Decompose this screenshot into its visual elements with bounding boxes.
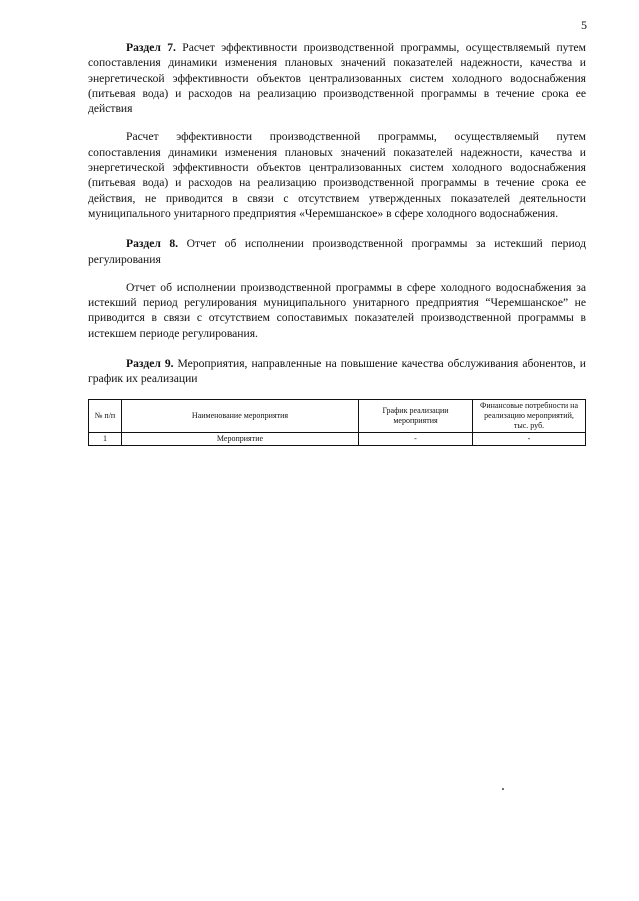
cell-schedule: - — [359, 432, 473, 445]
section-7-paragraph: Расчет эффективности производственной программы, осуществляемый путем сопоставления динамики изменения плановых значений показателей надежности, качества и энергетической эффективности объектов централизованных систем холодного водоснабжения (питьевая вода) и расходов на реализацию производственной программы в течение срока ее действия, не приводится в связи с отсутствием утвержденных показателей деятельности муниципального унитарного предприятия «Черемшанское» в сфере холодного водоснабжения. — [88, 130, 586, 220]
section-7-heading — [88, 40, 586, 116]
section-9-label: Раздел 9. — [126, 357, 174, 371]
header-finance: Финансовые потребности на реализацию мероприятий, тыс. руб. — [473, 399, 586, 432]
section-8-label: Раздел 8. — [126, 237, 179, 251]
table-row — [89, 432, 586, 445]
page-number: 5 — [581, 18, 587, 32]
events-table — [88, 399, 586, 446]
cell-finance: - — [473, 432, 586, 445]
header-num: № п/п — [89, 399, 122, 432]
scan-speck — [502, 788, 504, 790]
section-7-label: Раздел 7. — [126, 41, 176, 54]
header-name: Наименование мероприятия — [122, 399, 359, 432]
cell-num: 1 — [89, 432, 122, 445]
section-8-paragraph: Отчет об исполнении производственной программы в сфере холодного водоснабжения за истекший период регулирования муниципального унитарного предприятия “Черемшанское” не приводится в связи с отсутствием сопоставимых показателей производственной программы в истекшем периоде регулирования. — [88, 280, 586, 340]
cell-name: Мероприятие — [122, 432, 359, 445]
header-schedule: График реализации мероприятия — [359, 399, 473, 432]
section-8-title: Отчет об исполнении производственной программы за истекший период регулирования — [88, 237, 587, 266]
table-header-row — [89, 399, 586, 432]
section-9-title: Мероприятия, направленные на повышение качества обслуживания абонентов, и график их реализации — [88, 357, 586, 386]
section-8-heading — [88, 236, 586, 267]
section-7-title: Расчет эффективности производственной программы, осуществляемый путем сопоставления динамики изменения плановых значений показателей надежности, качества и энергетической эффективности объектов централизованных систем холодного водоснабжения (питьевая вода) и расходов на реализацию производственной программы в течение срока ее действия — [88, 41, 586, 116]
section-9-heading — [88, 356, 586, 387]
document-body — [88, 40, 586, 446]
